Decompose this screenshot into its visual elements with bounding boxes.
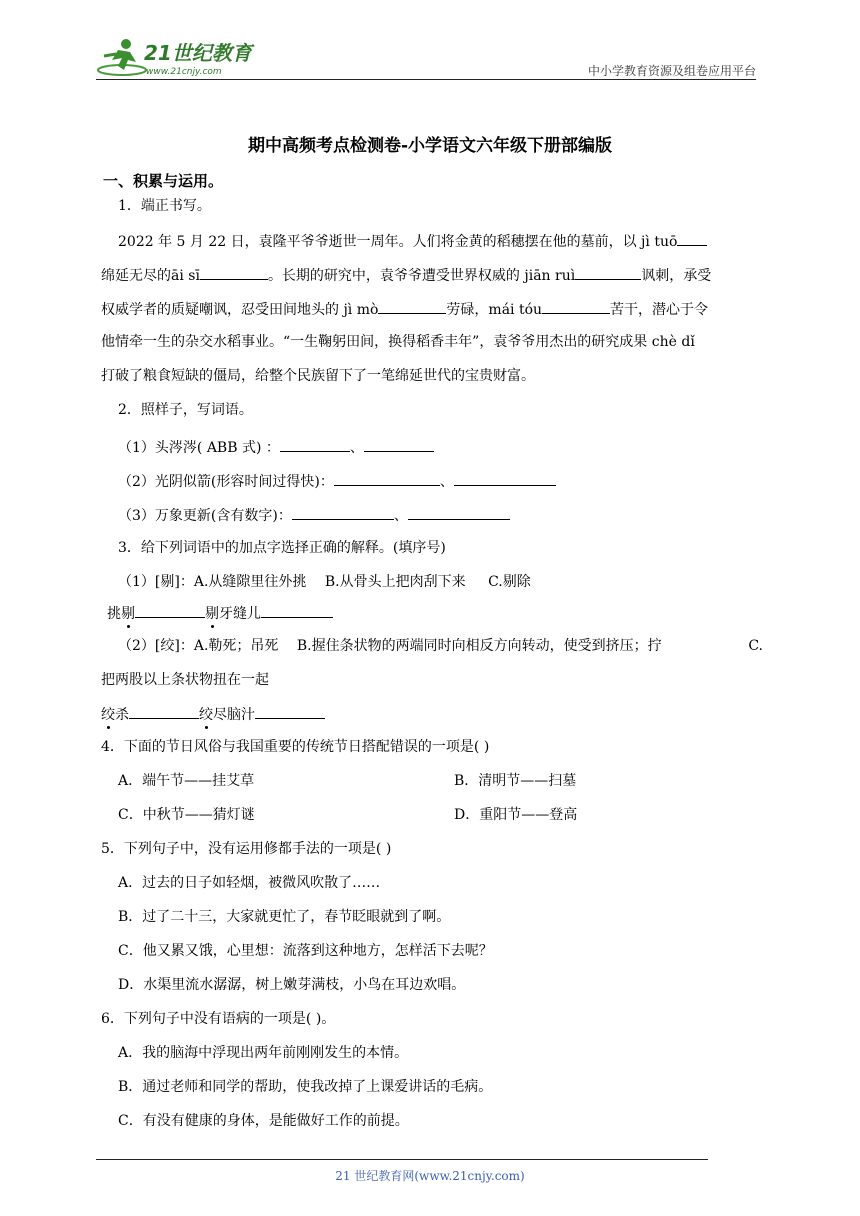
q4-option-d[interactable]: D．重阳节——登高 xyxy=(454,807,578,823)
q2-item-1: （1）头涔涔( ABB 式) ： 、 xyxy=(118,437,434,457)
section-title: 一、积累与运用。 xyxy=(103,172,224,190)
q1-line-1: 2022 年 5 月 22 日，袁隆平爷爷逝世一周年。人们将金黄的稻穗摆在他的墓前，以 jì tuō xyxy=(118,231,707,251)
q3-item-2-cont: 把两股以上条状物扭在一起 xyxy=(101,672,269,688)
q6-option-a[interactable]: A．我的脑海中浮现出两年前刚刚发生的本情。 xyxy=(118,1045,409,1061)
answer-blank[interactable] xyxy=(255,704,325,719)
q1-line-5: 打破了粮食短缺的僵局，给整个民族留下了一笔绵延世代的宝贵财富。 xyxy=(101,368,535,384)
answer-blank[interactable] xyxy=(542,299,610,314)
q5-option-c[interactable]: C．他又累又饿，心里想：流落到这种地方，怎样活下去呢？ xyxy=(118,943,493,959)
q2-item-3: （3）万象更新(含有数字)： 、 xyxy=(118,505,510,525)
answer-blank[interactable] xyxy=(280,437,350,452)
q5-option-b[interactable]: B．过了二十三，大家就更忙了，春节眨眼就到了啊。 xyxy=(118,909,451,925)
q3-stem: 3．给下列词语中的加点字选择正确的解释。(填序号) xyxy=(118,540,446,556)
q2-stem: 2．照样子，写词语。 xyxy=(118,402,253,418)
q6-stem: 6．下列句子中没有语病的一项是( )。 xyxy=(101,1011,336,1027)
answer-blank[interactable] xyxy=(677,231,707,246)
q4-option-b[interactable]: B．清明节——扫墓 xyxy=(454,773,577,789)
header-divider xyxy=(96,79,756,80)
answer-blank[interactable] xyxy=(135,603,205,618)
answer-blank[interactable] xyxy=(364,437,434,452)
q1-line-4: 他情牵一生的杂交水稻事业。“一生鞠躬田间，换得稻香丰年”，袁爷爷用杰出的研究成果 chè dǐ xyxy=(101,334,695,350)
q3-item-1: （1）[剔]：A.从缝隙里往外挑 B.从骨头上把肉刮下来 C.剔除 xyxy=(118,574,531,590)
runner-logo-icon xyxy=(96,36,266,82)
q4-option-a[interactable]: A．端午节——挂艾草 xyxy=(118,773,255,789)
footer-link[interactable]: 21 世纪教育网(www.21cnjy.com) xyxy=(335,1169,525,1183)
answer-blank[interactable] xyxy=(575,265,641,280)
q5-option-a[interactable]: A．过去的日子如轻烟，被微风吹散了…… xyxy=(118,875,381,891)
answer-blank[interactable] xyxy=(261,603,333,618)
answer-blank[interactable] xyxy=(454,471,556,486)
q3-item-1-words: 挑剔 剔牙缝儿 xyxy=(107,603,333,623)
site-logo xyxy=(96,36,266,82)
document-title: 期中高频考点检测卷-小学语文六年级下册部编版 xyxy=(247,136,613,156)
svg-text:21世纪教育: 21世纪教育 xyxy=(144,41,252,65)
q3-item-2: （2）[绞]：A.勒死；吊死 B.握住条状物的两端同时向相反方向转动，使受到挤压；拧 C. xyxy=(118,638,763,654)
q1-stem: 1．端正书写。 xyxy=(118,198,211,214)
q5-option-d[interactable]: D．水渠里流水潺潺，树上嫩芽满枝，小鸟在耳边欢唱。 xyxy=(118,977,466,993)
answer-blank[interactable] xyxy=(334,471,440,486)
q1-line-2: 绵延无尽的āi sī 。长期的研究中，袁爷爷遭受世界权威的 jiān ruì 讽刺，承受 xyxy=(101,265,711,285)
q6-option-c[interactable]: C．有没有健康的身体，是能做好工作的前提。 xyxy=(118,1113,409,1129)
svg-text:www.21cnjy.com: www.21cnjy.com xyxy=(146,67,222,77)
answer-blank[interactable] xyxy=(129,704,199,719)
q1-line-3: 权威学者的质疑嘲讽，忍受田间地头的 jì mò 劳碌，mái tóu 苦干，潜心于令 xyxy=(101,299,708,319)
q4-option-c[interactable]: C．中秋节——猜灯谜 xyxy=(118,807,255,823)
q2-item-2: （2）光阴似箭(形容时间过得快)： 、 xyxy=(118,471,556,491)
q6-option-b[interactable]: B．通过老师和同学的帮助，使我改掉了上课爱讲话的毛病。 xyxy=(118,1079,493,1095)
q3-item-2-words: 绞杀 绞尽脑汁 xyxy=(101,704,325,724)
answer-blank[interactable] xyxy=(378,299,446,314)
q4-stem: 4．下面的节日风俗与我国重要的传统节日搭配错误的一项是( ) xyxy=(101,739,490,755)
answer-blank[interactable] xyxy=(408,505,510,520)
answer-blank[interactable] xyxy=(292,505,394,520)
footer-divider xyxy=(96,1159,708,1160)
platform-name: 中小学教育资源及组卷应用平台 xyxy=(587,64,756,78)
answer-blank[interactable] xyxy=(200,265,268,280)
q5-stem: 5．下列句子中，没有运用修都手法的一项是( ) xyxy=(101,841,392,857)
